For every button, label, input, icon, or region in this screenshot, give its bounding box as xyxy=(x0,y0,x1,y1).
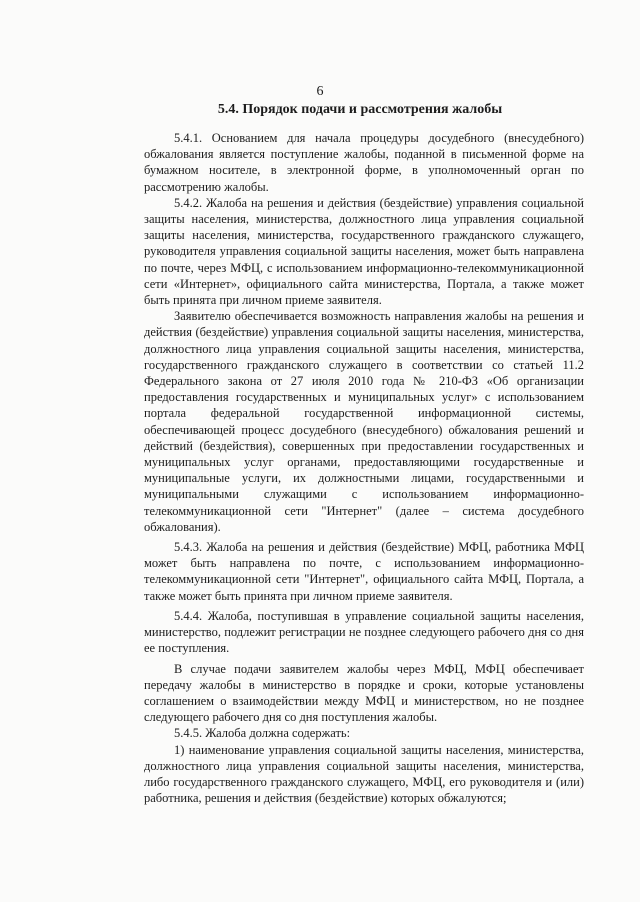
paragraph-mfc-transfer: В случае подачи заявителем жалобы через МФЦ, МФЦ обеспечивает передачу жалобы в министерство в порядке и сроки, которые установлены соглашением о взаимодействии между МФЦ и министерством, но не позднее следующего рабочего дня со дня поступления жалобы. xyxy=(144,661,584,725)
section-heading: 5.4. Порядок подачи и рассмотрения жалобы xyxy=(217,102,503,117)
paragraph-item-1: 1) наименование управления социальной защиты населения, министерства, должностного лица управления социальной защиты населения, министерства, либо государственного гражданского служащего, МФЦ, его руководителя и (или) работника, решения и действия (бездействие) которых обжалуются; xyxy=(144,742,584,806)
paragraph-5-4-1: 5.4.1. Основанием для начала процедуры досудебного (внесудебного) обжалования является поступление жалобы, поданной в письменной форме на бумажном носителе, в электронной форме, в уполномоченный орган по рассмотрению жалобы. xyxy=(144,131,584,194)
paragraph-5-4-3: 5.4.3. Жалоба на решения и действия (бездействие) МФЦ, работника МФЦ может быть направлена по почте, с использованием информационно-телекоммуникационной сети "Интернет", официального сайта МФЦ, Портала, а также может быть принята при личном приеме заявителя. xyxy=(144,540,584,603)
paragraph-5-4-5: 5.4.5. Жалоба должна содержать: xyxy=(174,726,351,741)
paragraph-5-4-4: 5.4.4. Жалоба, поступившая в управление социальной защиты населения, министерство, подлежит регистрации не позднее следующего рабочего дня со дня ее поступления. xyxy=(144,608,584,656)
page-number: 6 xyxy=(316,84,324,99)
document-body xyxy=(144,130,584,806)
paragraph-system-appeal: Заявителю обеспечивается возможность направления жалобы на решения и действия (бездействие) управления социальной защиты населения, министерства, должностного лица управления социальной защиты населения, министерства, государственного гражданского служащего в соответствии со статьей 11.2 Федерального закона от 27 июля 2010 года № 210-ФЗ «Об организации предоставления государственных и муниципальных услуг» с использованием портала федеральной государственной информационной системы, обеспечивающей процесс досудебного (внесудебного) обжалования решений и действий (бездействия), совершенных при предоставлении государственных и муниципальных услуг органами, предоставляющими государственные и муниципальные услуги, их должностными лицами, государственными и муниципальными служащими с использованием информационно-телекоммуникационной сети "Интернет" (далее – система досудебного обжалования). xyxy=(144,309,584,534)
paragraph-5-4-2: 5.4.2. Жалоба на решения и действия (бездействие) управления социальной защиты населения, министерства, должностного лица управления социальной защиты населения, министерства, государственного гражданского служащего, руководителя управления социальной защиты населения, может быть направлена по почте, через МФЦ, с использованием информационно-телекоммуникационной сети «Интернет», официального сайта министерства, Портала, а также может быть принята при личном приеме заявителя. xyxy=(144,195,584,308)
